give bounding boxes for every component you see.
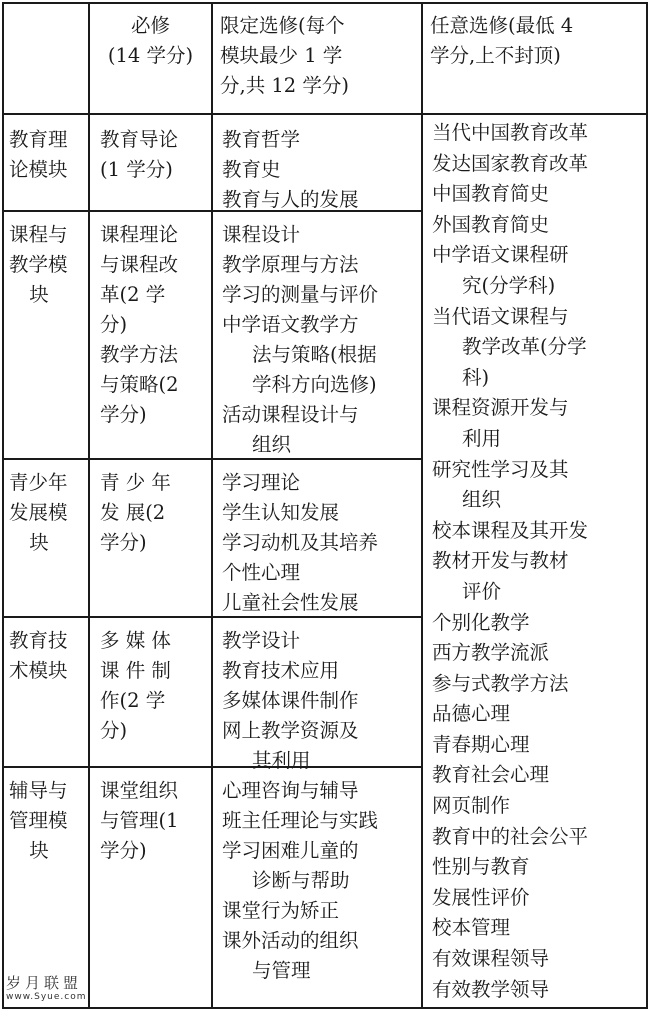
optional-line: 究(分学科) <box>462 273 556 297</box>
watermark <box>6 976 86 1004</box>
optional-line: 有效教学领导 <box>432 977 550 1001</box>
module-line: 块 <box>29 531 49 554</box>
table-border-right <box>646 2 648 1009</box>
required-line: 学分) <box>100 531 147 554</box>
optional-line: 中国教育简史 <box>432 182 550 206</box>
required-line: 与课程改 <box>100 253 179 276</box>
limited-line: 教学原理与方法 <box>222 253 359 276</box>
limited-line: 课程设计 <box>222 223 301 246</box>
optional-line: 中学语文课程研 <box>432 243 569 267</box>
limited-line: 教育技术应用 <box>222 659 340 682</box>
limited-cell <box>222 220 420 460</box>
optional-line: 研究性学习及其 <box>432 457 569 481</box>
module-line: 课程与 <box>9 223 68 246</box>
optional-line: 有效课程领导 <box>432 947 550 971</box>
limited-line: 诊断与帮助 <box>252 869 350 892</box>
header-optional-line: 学分,上不封顶) <box>430 44 561 67</box>
module-cell <box>9 220 89 310</box>
limited-line: 其利用 <box>252 749 311 772</box>
optional-line: 个别化教学 <box>432 610 530 634</box>
required-line: 教育导论 <box>100 128 179 151</box>
limited-line: 课外活动的组织 <box>222 929 359 952</box>
required-line: 多 媒 体 <box>100 629 171 652</box>
optional-line: 发达国家教育改革 <box>432 151 589 175</box>
module-line: 术模块 <box>9 659 68 682</box>
limited-line: 与管理 <box>252 959 311 982</box>
limited-cell <box>222 125 420 215</box>
table-border-left <box>2 2 4 1009</box>
optional-line: 科) <box>462 365 490 389</box>
optional-line: 网页制作 <box>432 794 511 818</box>
module-line: 论模块 <box>9 158 68 181</box>
limited-line: 教育与人的发展 <box>222 188 359 211</box>
required-line: 教学方法 <box>100 343 179 366</box>
required-line: (1 学分) <box>100 158 173 181</box>
optional-line: 品德心理 <box>432 702 511 726</box>
module-line: 青少年 <box>9 471 68 494</box>
optional-line: 组织 <box>462 488 502 512</box>
limited-line: 班主任理论与实践 <box>222 809 379 832</box>
required-line: 革(2 学 <box>100 283 166 306</box>
limited-line: 法与策略(根据 <box>252 343 377 366</box>
limited-line: 教育哲学 <box>222 128 301 151</box>
required-line: 课 件 制 <box>100 659 171 682</box>
optional-line: 教育中的社会公平 <box>432 824 589 848</box>
required-line: 作(2 学 <box>100 689 166 712</box>
module-cell <box>9 468 89 558</box>
optional-line: 校本课程及其开发 <box>432 518 589 542</box>
header-limited-line: 模块最少 1 学 <box>220 44 343 67</box>
optional-line: 教材开发与教材 <box>432 549 569 573</box>
module-line: 教学模 <box>9 253 68 276</box>
limited-line: 组织 <box>252 433 292 456</box>
limited-cell <box>222 468 420 618</box>
optional-line: 利用 <box>462 426 502 450</box>
column-divider-2 <box>211 2 213 1009</box>
optional-line: 评价 <box>462 579 502 603</box>
optional-line: 外国教育简史 <box>432 212 550 236</box>
header-required-line: 必修 <box>130 14 170 37</box>
required-line: 发 展(2 <box>100 501 166 524</box>
header-required <box>90 11 211 71</box>
limited-line: 学科方向选修) <box>252 373 377 396</box>
required-line: 课程理论 <box>100 223 179 246</box>
optional-line: 教学改革(分学 <box>462 335 587 359</box>
limited-line: 儿童社会性发展 <box>222 591 359 614</box>
header-limited <box>220 11 420 101</box>
module-line: 块 <box>29 283 49 306</box>
optional-line: 参与式教学方法 <box>432 671 569 695</box>
limited-line: 课堂行为矫正 <box>222 899 340 922</box>
header-divider <box>2 113 648 115</box>
required-line: 课堂组织 <box>100 779 179 802</box>
optional-line: 课程资源开发与 <box>432 396 569 420</box>
limited-line: 活动课程设计与 <box>222 403 359 426</box>
table-border-top <box>2 2 648 4</box>
module-line: 教育理 <box>9 128 68 151</box>
module-line: 发展模 <box>9 501 68 524</box>
optional-line: 校本管理 <box>432 916 511 940</box>
optional-line: 当代中国教育改革 <box>432 121 589 144</box>
limited-line: 学生认知发展 <box>222 501 340 524</box>
limited-line: 学习动机及其培养 <box>222 531 379 554</box>
limited-line: 多媒体课件制作 <box>222 689 359 712</box>
module-line: 教育技 <box>9 629 68 652</box>
required-line: 分) <box>100 719 128 742</box>
module-cell <box>9 125 89 185</box>
limited-line: 心理咨询与辅导 <box>222 779 359 802</box>
limited-cell <box>222 626 420 776</box>
optional-line: 性别与教育 <box>432 855 530 879</box>
limited-line: 中学语文教学方 <box>222 313 359 336</box>
module-line: 块 <box>29 839 49 862</box>
required-cell <box>100 125 210 185</box>
required-cell <box>100 626 210 746</box>
header-optional-line: 任意选修(最低 4 <box>430 14 574 37</box>
required-line: 与策略(2 <box>100 373 179 396</box>
limited-line: 教学设计 <box>222 629 301 652</box>
limited-line: 学习理论 <box>222 471 301 494</box>
required-line: 青 少 年 <box>100 471 171 494</box>
header-optional <box>430 11 645 71</box>
watermark-url: www.Syue.com <box>6 992 87 1002</box>
limited-line: 学习困难儿童的 <box>222 839 359 862</box>
header-limited-line: 分,共 12 学分) <box>220 74 350 97</box>
optional-line: 西方教学流派 <box>432 641 550 665</box>
required-line: 学分) <box>100 403 147 426</box>
required-line: 学分) <box>100 839 147 862</box>
optional-line: 青春期心理 <box>432 732 530 756</box>
header-required-line: (14 学分) <box>107 44 194 67</box>
module-line: 辅导与 <box>9 779 68 802</box>
optional-line: 教育社会心理 <box>432 763 550 787</box>
optional-line: 当代语文课程与 <box>432 304 569 328</box>
limited-cell <box>222 776 420 986</box>
header-limited-line: 限定选修(每个 <box>220 14 345 37</box>
required-line: 与管理(1 <box>100 809 179 832</box>
module-line: 管理模 <box>9 809 68 832</box>
watermark-title: 岁月联盟 <box>6 974 83 992</box>
required-cell <box>100 220 210 430</box>
limited-line: 个性心理 <box>222 561 301 584</box>
required-cell <box>100 776 210 866</box>
required-cell <box>100 468 210 558</box>
required-line: 分) <box>100 313 128 336</box>
module-cell <box>9 626 89 686</box>
column-divider-3 <box>421 2 423 1009</box>
limited-line: 学习的测量与评价 <box>222 283 379 306</box>
module-cell <box>9 776 89 866</box>
limited-line: 教育史 <box>222 158 281 181</box>
table-border-bottom <box>2 1007 648 1009</box>
limited-line: 网上教学资源及 <box>222 719 359 742</box>
optional-line: 发展性评价 <box>432 885 530 909</box>
optional-cell <box>432 118 644 1005</box>
